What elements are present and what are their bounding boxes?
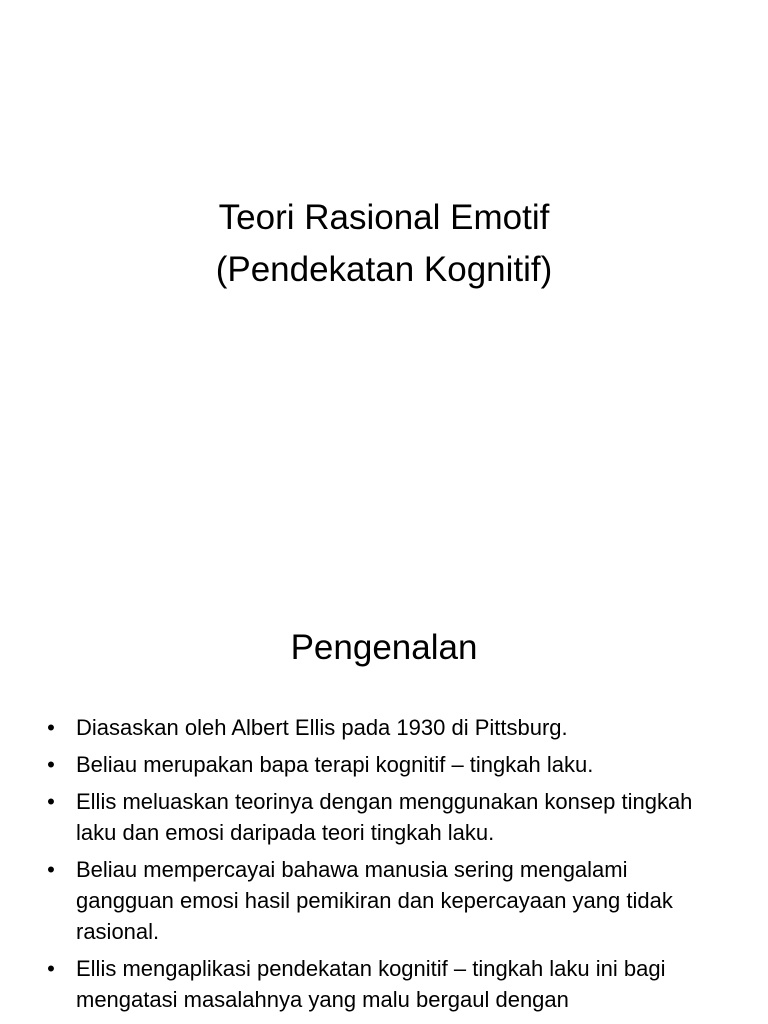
slide-title-line-1: Teori Rasional Emotif: [218, 198, 550, 237]
slide-title-line-2: (Pendekatan Kognitif): [215, 250, 553, 289]
bullet-item: [0, 712, 768, 743]
bullet-text: Diasaskan oleh Albert Ellis pada 1930 di Pittsburg.: [76, 715, 568, 740]
slide-title: [0, 192, 768, 296]
bullet-icon: •: [47, 857, 55, 882]
bullet-icon: •: [47, 715, 55, 740]
bullet-item: [0, 749, 768, 780]
content-slide: [0, 576, 768, 1024]
bullet-item: [0, 786, 768, 848]
slide-heading: Pengenalan: [290, 628, 478, 667]
bullet-icon: •: [47, 752, 55, 777]
bullet-text: Ellis mengaplikasi pendekatan kognitif – tingkah laku ini bagi mengatasi masalahnya yang malu bergaul dengan: [76, 956, 666, 1012]
bullet-text: Beliau merupakan bapa terapi kognitif – tingkah laku.: [76, 752, 594, 777]
bullet-text: Beliau mempercayai bahawa manusia sering mengalami gangguan emosi hasil pemikiran dan kepercayaan yang tidak rasional.: [76, 857, 673, 944]
bullet-item: [0, 953, 768, 1015]
bullet-icon: •: [47, 956, 55, 981]
bullet-list: [0, 712, 768, 1021]
bullet-text: Ellis meluaskan teorinya dengan menggunakan konsep tingkah laku dan emosi daripada teori tingkah laku.: [76, 789, 693, 845]
bullet-icon: •: [47, 789, 55, 814]
bullet-item: [0, 854, 768, 947]
